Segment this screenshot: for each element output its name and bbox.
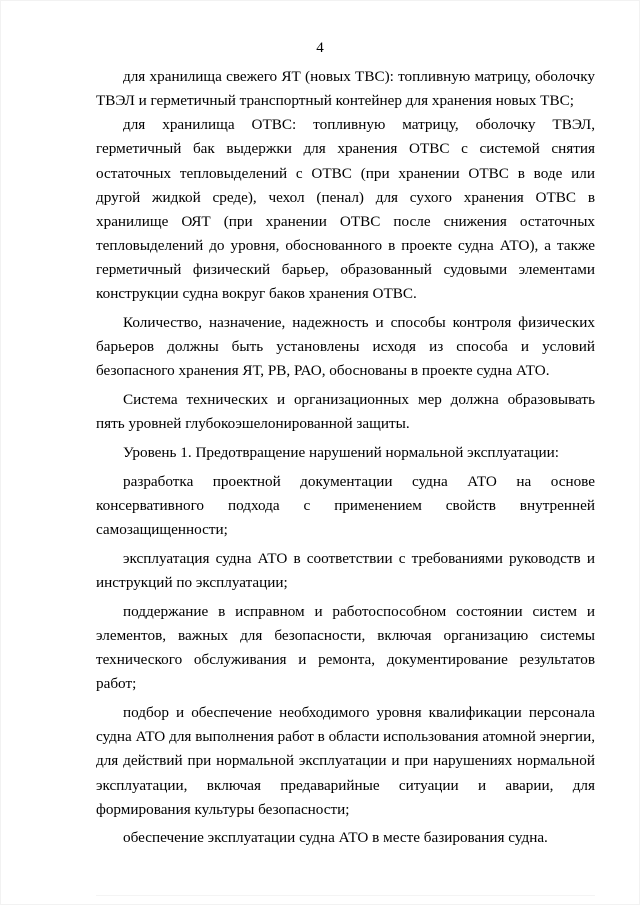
paragraph-spent-fuel-storage: для хранилища ОТВС: топливную матрицу, оболочку ТВЭЛ, герметичный бак выдержки для хранения ОТВС с системой снятия остаточных тепловыделений с ОТВС (при хранении ОТВС в воде или другой жидкой среде), чехол (пенал) для сухого хранения ОТВС в хранилище ОЯТ (при хранении ОТВС после снижения остаточных тепловыделений до уровня, обоснованного в проекте судна АТО), а также герметичный физический барьер, образованный судовыми элементами конструкции судна вокруг баков хранения ОТВС. <box>96 116 595 303</box>
paragraph-defense-levels: Система технических и организационных мер должна образовывать пять уровней глубокоэшелонированной защиты. <box>96 391 595 433</box>
paragraph-level-1-heading: Уровень 1. Предотвращение нарушений нормальной эксплуатации: <box>123 444 560 462</box>
paragraph-barriers-quantity: Количество, назначение, надежность и способы контроля физических барьеров должны быть установлены исходя из способа и условий безопасного хранения ЯТ, РВ, РАО, обоснованы в проекте судна АТО. <box>96 314 595 380</box>
paragraph-design-documentation: разработка проектной документации судна АТО на основе консервативного подхода с применением свойств внутренней самозащищенности; <box>96 472 595 539</box>
paragraph-operation-guidelines: эксплуатация судна АТО в соответствии с требованиями руководств и инструкций по эксплуатации; <box>96 549 595 592</box>
paragraph-base-operation: обеспечение эксплуатации судна АТО в месте базирования судна. <box>123 829 548 847</box>
paragraph-fresh-fuel-storage: для хранилища свежего ЯТ (новых ТВС): топливную матрицу, оболочку ТВЭЛ и герметичный транспортный контейнер для хранения новых ТВС; <box>96 68 595 110</box>
page-bottom-edge <box>96 895 595 896</box>
page-number: 4 <box>316 40 324 56</box>
document-body <box>96 65 595 855</box>
paragraph-maintenance: поддержание в исправном и работоспособном состоянии систем и элементов, важных для безопасности, включая организацию системы технического обслуживания и ремонта, документирование результатов работ; <box>96 602 595 693</box>
paragraph-personnel-qualification: подбор и обеспечение необходимого уровня квалификации персонала судна АТО для выполнения работ в области использования атомной энергии, для действий при нормальной эксплуатации и при нарушениях нормальной эксплуатации, включая предаварийные ситуации и аварии, для формирования культуры безопасности; <box>96 704 595 818</box>
